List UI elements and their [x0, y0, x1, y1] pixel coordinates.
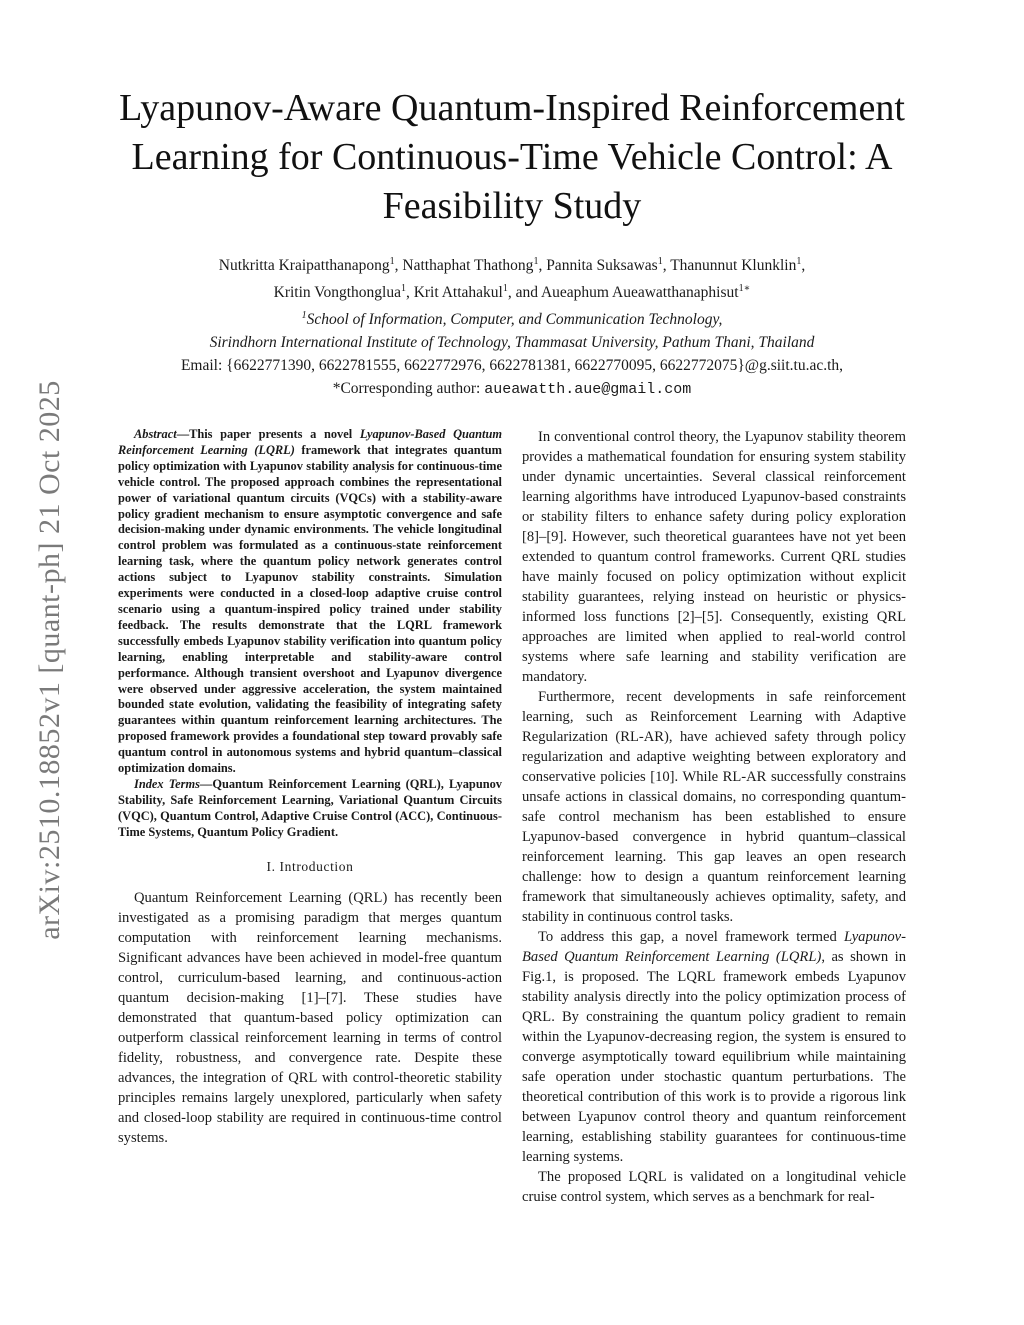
author-line-2 — [100, 277, 924, 304]
abstract-emphasis: Lyapunov-Based Quantum Reinforcement Learning (LQRL) — [118, 427, 502, 457]
author-separator: , — [538, 257, 547, 275]
author-separator: , — [801, 257, 806, 275]
abstract — [118, 427, 502, 777]
author-affil-mark: 1 — [502, 283, 508, 295]
lqrl-term: Lyapunov-Based Quantum Reinforcement Learning (LQRL) — [522, 929, 906, 965]
index-terms-label: Index Terms — [134, 776, 200, 791]
corresponding-email[interactable]: aueawatth.aue@gmail.com — [484, 381, 692, 399]
corresponding-author-line — [100, 377, 924, 401]
right-column — [522, 427, 906, 1207]
abstract-text-1: This paper presents a novel — [189, 427, 360, 441]
author-affil-mark: 1 — [389, 256, 395, 267]
intro-paragraph-4 — [522, 927, 906, 1167]
affiliation-line-1 — [100, 304, 924, 331]
author-name: Aueaphum Aueawatthanaphisut — [540, 284, 739, 302]
index-terms-text: Quantum Reinforcement Learning (QRL), Lyapunov Stability, Safe Reinforcement Learning, Variational Quantum Circuits (VQC), Quantum Control, Adaptive Cruise Control (ACC), Continuous-Time Systems, Quantum Policy Gradient. — [118, 776, 502, 839]
abstract-label: Abstract — [134, 427, 177, 441]
index-terms-dash: — — [199, 776, 213, 791]
author-affil-mark: 1 — [796, 256, 802, 267]
author-name: Natthaphat Thathong — [402, 257, 534, 275]
author-name: Kritin Vongthonglua — [273, 284, 401, 302]
intro-paragraph-4-text-a: To address this gap, a novel framework termed — [538, 929, 845, 945]
intro-paragraph-1: Quantum Reinforcement Learning (QRL) has recently been investigated as a promising paradigm that merges quantum computation with reinforcement learning mechanisms. Significant advances have been achieved in model-free quantum control, curriculum-based learning, and continuous-action quantum decision-making [1]–[7]. These studies have demonstrated that quantum-based policy optimization can outperform classical reinforcement learning in terms of control fidelity, robustness, and convergence rate. Despite these advances, the integration of QRL with control-theoretic stability principles remains largely unexplored, particularly when safety and closed-loop stability are required in continuous-time control systems. — [118, 889, 502, 1146]
author-separator: , — [405, 284, 414, 302]
author-name: Krit Attahakul — [413, 284, 503, 302]
corresponding-label: *Corresponding author: — [332, 380, 481, 398]
author-affil-mark: 1 — [657, 256, 663, 267]
author-line-1 — [100, 250, 924, 277]
abstract-dash: — — [176, 427, 190, 441]
section-heading-introduction: I. Introduction — [266, 858, 354, 874]
email-line: Email: {6622771390, 6622781555, 6622772976, 6622781381, 6622770095, 6622772075}@g.siit.tu.ac.th, — [180, 357, 844, 375]
intro-paragraph-4-text-b: , as shown in Fig.1, is proposed. The LQRL framework embeds Lyapunov stability analysis directly into the policy optimization process of QRL. By constraining the quantum policy gradient to remain within the Lyapunov-decreasing region, the system is ensured to converge asymptotically toward equilibrium while maintaining safe operation under stochastic quantum perturbations. The theoretical contribution of this work is to provide a rigorous link between Lyapunov control theory and quantum reinforcement learning, establishing stability guarantees for continuous-time learning systems. — [522, 949, 906, 1165]
affiliation-mark: 1 — [301, 310, 307, 322]
author-separator: , — [394, 257, 403, 275]
affiliation-school: School of Information, Computer, and Communication Technology, — [306, 311, 723, 329]
author-separator: , and — [507, 284, 541, 302]
intro-paragraph-3: Furthermore, recent developments in safe reinforcement learning, such as Reinforcement Learning with Adaptive Regularization (RL-AR), have achieved safety through policy regularization and adaptive weighting between exploratory and conservative policies [10]. While RL-AR successfully constrains unsafe actions in classical domains, no corresponding quantum-safe control mechanism has been established to ensure Lyapunov-based convergence in hybrid quantum–classical reinforcement learning. This gap leaves an open research challenge: how to design a quantum reinforcement learning framework that simultaneously achieves optimality, safety, and stability in continuous control tasks. — [522, 689, 906, 925]
author-separator: , — [662, 257, 671, 275]
arxiv-side-stamp — [28, 345, 72, 975]
abstract-text-2: framework that integrates quantum policy optimization with Lyapunov stability analysis for continuous-time vehicle control. The proposed approach combines the representational power of variational quantum circuits (VQCs) with a stability-aware policy gradient mechanism to ensure asymptotic convergence and safe decision-making under dynamic environments. The vehicle longitudinal control problem was formulated as a continuous-state reinforcement learning task, where the quantum policy network generates control actions subject to Lyapunov stability constraints. Simulation experiments were conducted in a closed-loop adaptive cruise control scenario using a quantum-inspired policy trained under stability feedback. The results demonstrate that the LQRL framework successfully embeds Lyapunov stability verification into quantum policy learning, enabling interpretable and stability-aware control performance. Although transient overshoot and Lyapunov divergence were observed under aggressive acceleration, the system maintained bounded state evolution, validating the feasibility of integrating safety guarantees within quantum reinforcement learning architectures. The proposed framework provides a foundational step toward provably safe quantum control in autonomous systems and hybrid quantum–classical optimization domains. — [118, 442, 502, 776]
author-name: Thanunnut Klunklin — [670, 257, 797, 275]
left-column — [118, 427, 502, 1148]
author-block — [100, 250, 924, 401]
author-affil-mark: 1∗ — [738, 283, 751, 295]
author-affil-mark: 1 — [533, 256, 539, 267]
intro-paragraph-5: The proposed LQRL is validated on a longitudinal vehicle cruise control system, which serves as a benchmark for real- — [522, 1169, 906, 1205]
index-terms — [118, 777, 502, 841]
arxiv-identifier: arXiv:2510.18852v1 [quant-ph] 21 Oct 2025 — [33, 380, 67, 940]
paper-title: Lyapunov-Aware Quantum-Inspired Reinforcement Learning for Continuous-Time Vehicle Control: A Feasibility Study — [119, 87, 905, 227]
intro-paragraph-2: In conventional control theory, the Lyapunov stability theorem provides a mathematical foundation for ensuring system stability under dynamic uncertainties. Several classical reinforcement learning algorithms have introduced Lyapunov-based constraints or stability filters to enhance safety during policy exploration [8]–[9]. However, such theoretical guarantees have not yet been extended to quantum control frameworks. Current QRL studies have mainly focused on policy optimization without explicit stability guarantees, relying instead on heuristic or physics-informed loss functions [2]–[5]. Consequently, existing QRL approaches are limited when applied to real-world control systems where safe learning and stability verification are mandatory. — [522, 429, 906, 685]
author-name: Pannita Suksawas — [546, 257, 658, 275]
author-name: Nutkritta Kraipatthanapong — [218, 257, 390, 275]
author-affil-mark: 1 — [400, 283, 406, 295]
affiliation-line-2: Sirindhorn International Institute of Technology, Thammasat University, Pathum Thani, Thailand — [209, 334, 815, 352]
